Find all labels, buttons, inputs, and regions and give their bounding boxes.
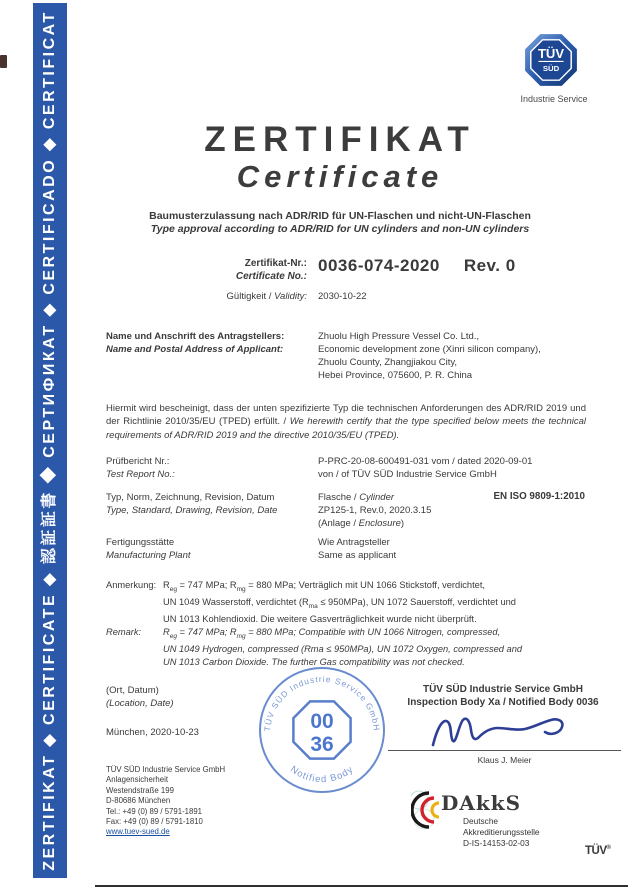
stamp-number-bottom: 36 (310, 733, 334, 756)
location-date-label: (Ort, Datum) (Location, Date) (106, 685, 174, 709)
address-line: Anlagensicherheit (106, 775, 168, 785)
issuer-address (106, 765, 225, 838)
certificate-number: 0036-074-2020 (318, 256, 440, 275)
standard-reference: EN ISO 9809-1:2010 (493, 491, 585, 502)
certificate-number-value (318, 256, 516, 276)
location-date-value: München, 2020-10-23 (106, 727, 199, 738)
logo-tuv-text: TÜV (537, 46, 565, 62)
tuv-sud-logo (522, 31, 580, 94)
certificate-number-label-de: Zertifikat-Nr.: (244, 258, 307, 269)
svg-text:Notified Body (288, 764, 356, 785)
stamp-bottom-text: Notified Body (288, 763, 356, 786)
certification-statement: Hiermit wird bescheinigt, dass der unten spezifizierte Typ die technischen Anforderungen des ADR/RID 2019 und der Richtlinie 2010/35/EU (TPED) erfüllt. / We herewith certify that the type specified below meets the technical requirements of ADR/RID 2019 and the directive 2010/35/EU (TPED). (106, 402, 586, 441)
applicant-line: Zhuolu High Pressure Vessel Co. Ltd., (318, 331, 480, 342)
validity-label: Gültigkeit / Validity: (226, 291, 307, 302)
subtitle-german: Baumusterzulassung nach ADR/RID für UN-Flaschen und nicht-UN-Flaschen (149, 210, 531, 222)
address-line: TÜV SÜD Industrie Service GmbH (106, 765, 226, 774)
signatory-body: Inspection Body Xa / Notified Body 0036 (407, 697, 599, 708)
subtitle-english: Type approval according to ADR/RID for UN cylinders and non-UN cylinders (150, 222, 530, 235)
address-line: D-80686 München (106, 796, 171, 806)
address-line: Fax: +49 (0) 89 / 5791-1810 (106, 817, 203, 827)
type-spec-value: Flasche / Cylinder ZP125-1, Rev.0, 2020.3.15 (Anlage / Enclosure) (318, 492, 432, 529)
subtitle (80, 210, 600, 235)
remark-label-de: Anmerkung: (106, 580, 157, 590)
address-line: Westendstraße 199 (106, 785, 174, 795)
logo-caption: Industrie Service (520, 94, 588, 104)
applicant-address (318, 330, 541, 382)
banner-multilingual-text: ZERTIFIKAT ◆ CERTIFICATE ◆ 認証証書 ◆ СЕРТИФИКАТ ◆ CERTIFICADO ◆ CERTIFICAT (41, 10, 58, 871)
remark-label-en: Remark: (106, 626, 142, 637)
title-german: ZERTIFIKAT (204, 120, 476, 159)
certificate-number-label-en: Certificate No.: (235, 271, 307, 282)
dakks-logo-icon (411, 789, 445, 836)
stamp-ring-text: TÜV SÜD Industrie Service GmbH (262, 673, 383, 732)
manufacturing-label: Fertigungsstätte Manufacturing Plant (106, 537, 191, 561)
stamp-number-top: 00 (310, 710, 334, 733)
certificate-revision: Rev. 0 (463, 256, 516, 275)
signature-icon (423, 707, 578, 753)
applicant-label: Name und Anschrift des Antragstellers: Name and Postal Address of Applicant: (106, 331, 285, 355)
dakks-name: DAkkS (441, 791, 522, 815)
remark-text-de: $R_{eg} = 747$ MPa; $R_{mg} = 880$ MPa; Verträglich mit UN 1066 Stickstoff, verdichtet, UN 1049 Wasserstoff, verdichtet $(R_{ma} \le 950MPa)$, UN 1072 Sauerstoff, verdichtet und UN 1013 Kohlendioxid. Die weitere Gasverträglichkeit wurde nicht überprüft. (163, 580, 516, 624)
stamp-icon (256, 664, 388, 796)
website-link[interactable]: www.tuev-sued.de (106, 827, 170, 837)
applicant-line: Hebei Province, 075600, P. R. China (318, 370, 473, 381)
test-report-label: Prüfbericht Nr.: Test Report No.: (106, 456, 175, 480)
address-line: Tel.: +49 (0) 89 / 5791-1891 (106, 806, 203, 816)
page-bottom-edge (95, 885, 628, 887)
dakks-details: Deutsche Akkreditierungsstelle D-IS-14153-02-03 (463, 816, 540, 848)
signatory-name: Klaus J. Meier (477, 755, 532, 765)
type-spec-label: Typ, Norm, Zeichnung, Revision, Datum Type, Standard, Drawing, Revision, Date (106, 492, 278, 516)
tuv-registered-mark: TÜV® (585, 845, 611, 857)
notified-body-stamp (256, 664, 388, 801)
logo-sud-text: SÜD (542, 64, 560, 74)
title-english: Certificate (236, 159, 444, 194)
tuv-octagon-icon (522, 31, 580, 89)
applicant-line: Economic development zone (Xinri silicon company), (318, 344, 541, 355)
signatory-block (383, 683, 623, 765)
signature-line (388, 750, 621, 751)
remark-section (106, 579, 600, 669)
scan-artifact-mark (0, 55, 7, 68)
test-report-value: P-PRC-20-08-600491-031 vom / dated 2020-09-01 von / of TÜV SÜD Industrie Service GmbH (318, 456, 533, 480)
signatory-company: TÜV SÜD Industrie Service GmbH (422, 684, 584, 695)
certificate-number-label (95, 257, 307, 283)
remark-text-en: $R_{eg} = 747$ MPa; $R_{mg} = 880$ MPa; Compatible with UN 1066 Nitrogen, compressed, UN 1049 Hydrogen, compressed (Rma ≤ 950MPa), UN 1072 Oxygen, compressed and UN 1013 Carbon Dioxide. The further Gas compatibility was not checked. (163, 626, 523, 667)
applicant-line: Zhuolu County, Zhangjiakou City, (318, 357, 458, 368)
manufacturing-value: Wie Antragsteller Same as applicant (318, 537, 397, 561)
validity-value: 2030-10-22 (318, 291, 367, 302)
